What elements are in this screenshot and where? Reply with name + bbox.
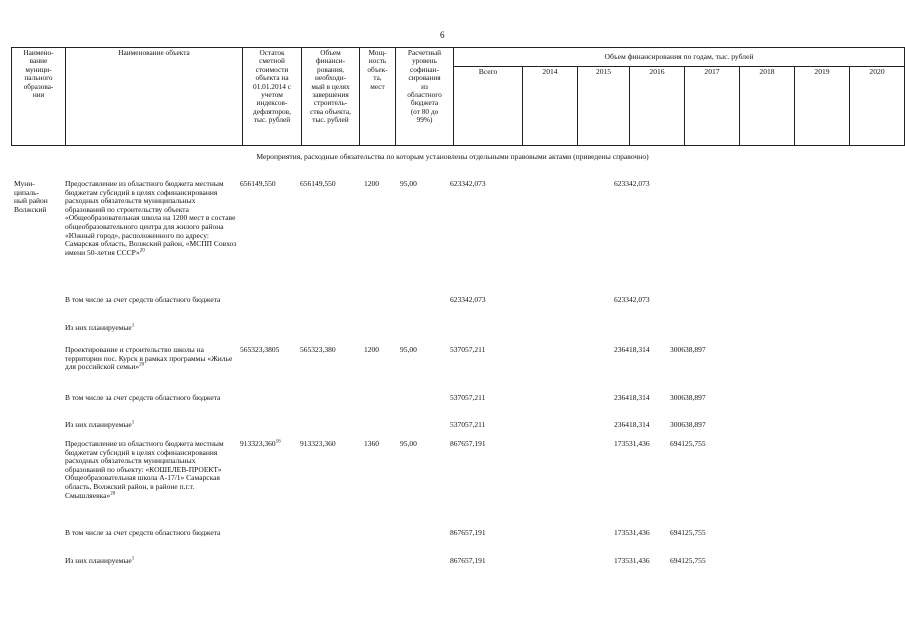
row-2017: 300638,897 xyxy=(670,345,706,354)
row-total: 537057,211 xyxy=(450,393,486,402)
row-2016: 173531,436 xyxy=(614,528,650,537)
row-total: 623342,073 xyxy=(450,179,486,188)
table-row-description: Из них планируемые$^1$ xyxy=(65,556,135,565)
row-total: 623342,073 xyxy=(450,295,486,304)
header-year-2017: 2017 xyxy=(685,67,740,146)
table-row-description: В том числе за счет средств областного бюджета xyxy=(65,528,221,537)
header-year-2014: 2014 xyxy=(523,67,578,146)
table-row-description: В том числе за счет средств областного бюджета xyxy=(65,295,221,304)
header-financing-by-years: Объем финансирования по годам, тыс. рублей xyxy=(454,48,905,67)
row-2016: 173531,436 xyxy=(614,439,650,448)
row-cofinancing: 95,00 xyxy=(400,179,417,188)
municipality-name: Муни- ципаль- ный район Волжский xyxy=(14,179,48,214)
row-volume: 565323,380 xyxy=(300,345,336,354)
row-remaining: 656149,550 xyxy=(240,179,276,188)
row-capacity: 1200 xyxy=(364,345,379,354)
row-total: 867657,191 xyxy=(450,556,486,565)
row-total: 867657,191 xyxy=(450,528,486,537)
header-year-2016: 2016 xyxy=(630,67,685,146)
row-2017: 694125,755 xyxy=(670,528,706,537)
header-year-2015: 2015 xyxy=(578,67,630,146)
header-year-total: Всего xyxy=(454,67,523,146)
row-volume: 656149,550 xyxy=(300,179,336,188)
table-row-description: Из них планируемые$^1$ xyxy=(65,323,135,332)
row-2016: 236418,314 xyxy=(614,345,650,354)
table-row-description: Проектирование и строительство школы на территории пос. Курск в рамках программы «Жилье для российской семьи»$^{20}$ xyxy=(65,345,233,372)
page-number: 6 xyxy=(440,30,445,40)
header-capacity: Мощ- ность объек- та, мест xyxy=(360,48,396,146)
row-cofinancing: 95,00 xyxy=(400,345,417,354)
row-2016: 623342,073 xyxy=(614,295,650,304)
header-year-2019: 2019 xyxy=(795,67,850,146)
row-2016: 236418,314 xyxy=(614,393,650,402)
row-volume: 913323,360 xyxy=(300,439,336,448)
row-2017: 300638,897 xyxy=(670,393,706,402)
header-object: Наименование объекта xyxy=(66,48,243,146)
row-2016: 173531,436 xyxy=(614,556,650,565)
row-total: 537057,211 xyxy=(450,420,486,429)
header-financing-volume: Объем финанси- рования, необходи- мый в целях завершения строитель- ства объекта, тыс. рублей xyxy=(302,48,360,146)
table-row-description: Предоставление из областного бюджета местным бюджетам субсидий в целях софинансирования расходных обязательств муниципальных образований по строительству объекта «Общеобразовательная школа на 1200 мест в составе общеобразовательного центра для жилого района «Южный город», расположенного по адресу: Самарская область, Волжский район, «МСПП Совхоз имени 50-летия СССР»$^{20}$ xyxy=(65,179,237,257)
header-cofinancing: Расчетный уровень софинан- сирования из областного бюджета (от 80 до 99%) xyxy=(396,48,454,146)
table-row-description: В том числе за счет средств областного бюджета xyxy=(65,393,221,402)
row-remaining: 565323,3805 xyxy=(240,345,280,354)
row-total: 537057,211 xyxy=(450,345,486,354)
row-capacity: 1200 xyxy=(364,179,379,188)
row-total: 867657,191 xyxy=(450,439,486,448)
header-municipality: Наимено- вание муници- пального образова- ния xyxy=(12,48,66,146)
row-2016: 236418,314 xyxy=(614,420,650,429)
header-table xyxy=(11,47,905,146)
row-2017: 694125,755 xyxy=(670,439,706,448)
header-remaining: Остаток сметной стоимости объекта на 01.01.2014 с учетом индексов- дефляторов, тыс. рублей xyxy=(243,48,302,146)
table-row-description: Предоставление из областного бюджета местным бюджетам субсидий в целях софинансирования расходных обязательств муниципальных образований по объекту: «КОШЕЛЕВ-ПРОЕКТ» Общеобразовательная школа А-17/1» Самарская область, Волжский район, в районе п.г.т. Смышляевка»$^{20}$ xyxy=(65,439,224,500)
row-remaining: 913323,360$^{16}$ xyxy=(240,439,281,448)
row-cofinancing: 95,00 xyxy=(400,439,417,448)
header-year-2020: 2020 xyxy=(850,67,905,146)
section-title: Мероприятия, расходные обязательства по которым установлены отдельными правовыми актами (приведены справочно) xyxy=(256,152,649,161)
row-2017: 694125,755 xyxy=(670,556,706,565)
header-year-2018: 2018 xyxy=(740,67,795,146)
row-2016: 623342,073 xyxy=(614,179,650,188)
row-2017: 300638,897 xyxy=(670,420,706,429)
row-capacity: 1360 xyxy=(364,439,379,448)
table-row-description: Из них планируемые$^1$ xyxy=(65,420,135,429)
